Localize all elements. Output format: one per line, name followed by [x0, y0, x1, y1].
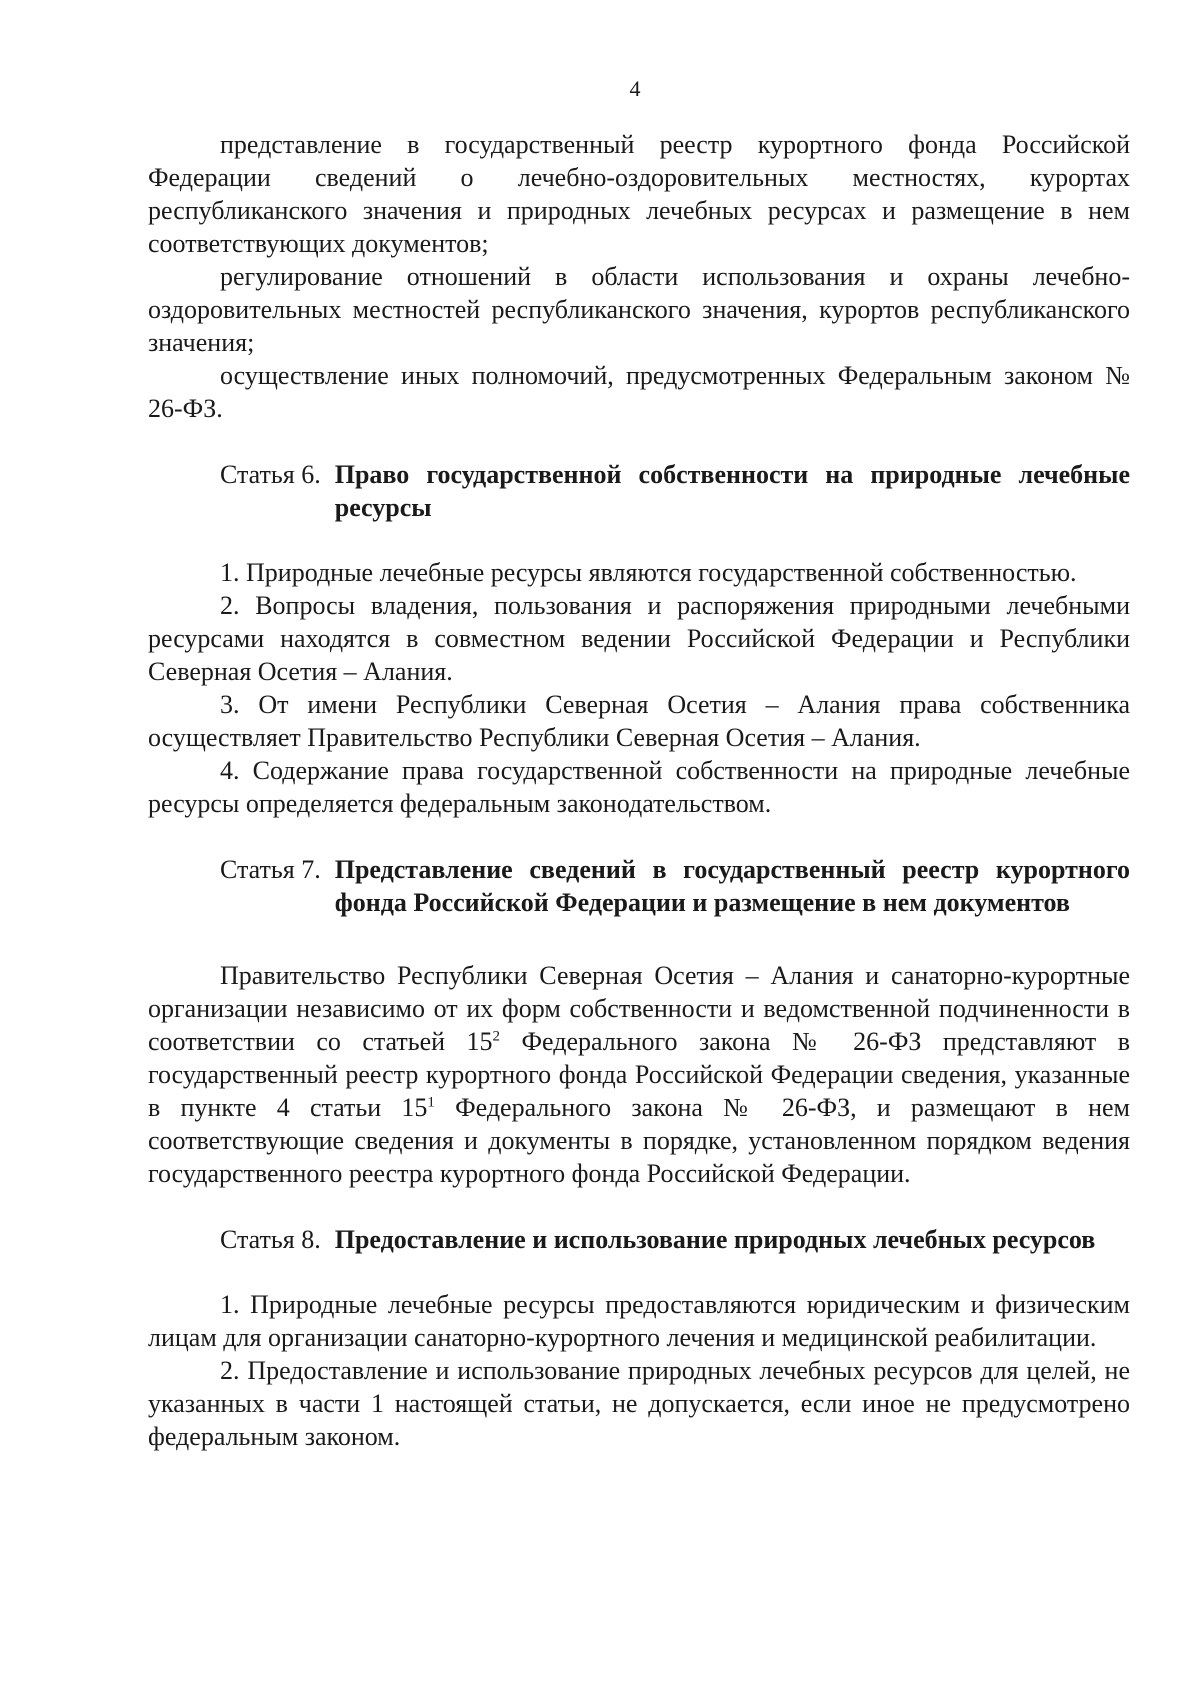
- article-7-text-part-1: Правительство Республики Северная Осетия – Алания и санаторно-курортные организации независимо от их форм собственности и ведомственной подчиненности в соответствии со статьей 15: [148, 961, 1130, 1056]
- article-6-paragraph-1: 1. Природные лечебные ресурсы являются государственной собственностью.: [220, 558, 1077, 587]
- document-body: [148, 128, 1130, 1453]
- article-7-paragraph: [148, 959, 1130, 1190]
- article-6-title: Право государственной собственности на природные лечебные ресурсы: [334, 460, 1130, 522]
- article-7-label: Статья 7.: [220, 855, 321, 884]
- article-8-title: Предоставление и использование природных лечебных ресурсов: [334, 1225, 1096, 1254]
- article-8-heading: [148, 1223, 1130, 1256]
- article-7-text-part-3: Федерального закона № 26-ФЗ, и размещают в нем соответствующие сведения и документы в порядке, установленном порядком ведения государственного реестра курортного фонда Российской Федерации.: [148, 1093, 1130, 1188]
- article-6-label: Статья 6.: [220, 460, 321, 489]
- paragraph-other-powers: осуществление иных полномочий, предусмотренных Федеральным законом № 26-ФЗ.: [148, 361, 1130, 423]
- superscript-2: 2: [492, 1028, 501, 1045]
- article-6-heading: [148, 458, 1130, 524]
- article-8-paragraph-2: 2. Предоставление и использование природных лечебных ресурсов для целей, не указанных в части 1 настоящей статьи, не допускается, если иное не предусмотрено федеральным законом.: [148, 1356, 1130, 1451]
- article-7-text-part-2: Федерального закона № 26-ФЗ представляют в государственный реестр курортного фонда Российской Федерации сведения, указанные в пункте 4 статьи 15: [148, 1027, 1130, 1122]
- article-6-paragraph-2: 2. Вопросы владения, пользования и распоряжения природными лечебными ресурсами находятся в совместном ведении Российской Федерации и Республики Северная Осетия – Алания.: [148, 591, 1130, 686]
- article-7-heading: [148, 853, 1130, 919]
- article-8-paragraph-1: 1. Природные лечебные ресурсы предоставляются юридическим и физическим лицам для организации санаторно-курортного лечения и медицинской реабилитации.: [148, 1290, 1130, 1352]
- superscript-1: 1: [427, 1094, 435, 1111]
- paragraph-registry-submission: представление в государственный реестр курортного фонда Российской Федерации сведений о лечебно-оздоровительных местностях, курортах республиканского значения и природных лечебных ресурсах и размещение в нем соответствующих документов;: [148, 130, 1130, 258]
- article-6-paragraph-3: 3. От имени Республики Северная Осетия – Алания права собственника осуществляет Правительство Республики Северная Осетия – Алания.: [148, 690, 1130, 752]
- paragraph-regulation: регулирование отношений в области использования и охраны лечебно-оздоровительных местностей республиканского значения, курортов республиканского значения;: [148, 262, 1130, 357]
- page-number: 4: [629, 76, 641, 101]
- article-8-label: Статья 8.: [220, 1225, 321, 1254]
- article-7-title: Представление сведений в государственный реестр курортного фонда Российской Федерации и размещение в нем документов: [334, 855, 1130, 917]
- article-6-paragraph-4: 4. Содержание права государственной собственности на природные лечебные ресурсы определяется федеральным законодательством.: [148, 756, 1130, 818]
